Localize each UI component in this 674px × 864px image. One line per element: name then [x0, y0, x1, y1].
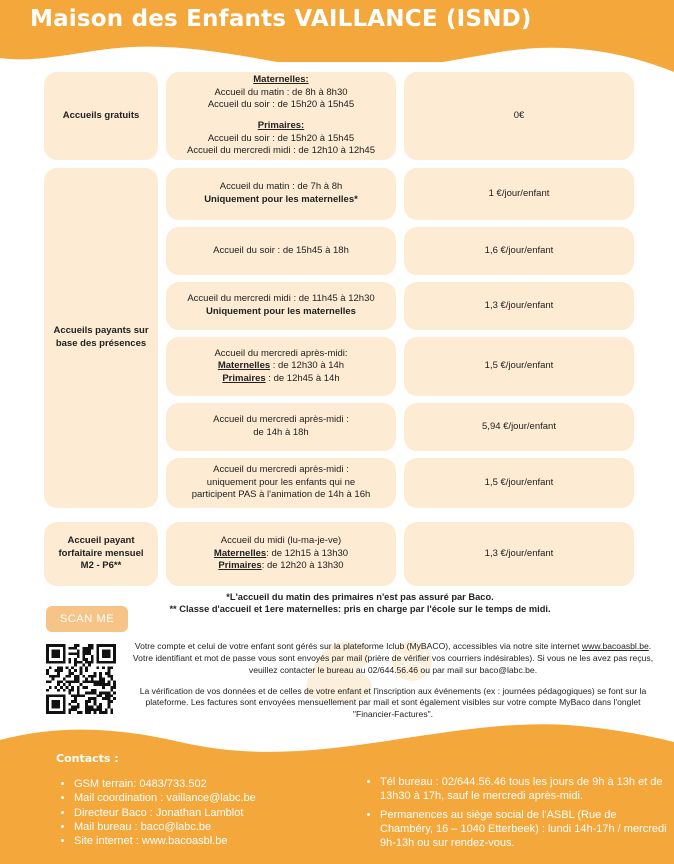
- footnote-1: *L'accueil du matin des primaires n'est pas assuré par Baco.: [226, 592, 494, 602]
- page-title: Maison des Enfants VAILLANCE (ISND): [30, 6, 532, 32]
- group-label: Primaires: [222, 372, 266, 384]
- schedule-cell: [166, 403, 396, 451]
- schedule-cell: [166, 282, 396, 330]
- schedule-cell: [166, 458, 396, 508]
- price-cell: 1,5 €/jour/enfant: [404, 458, 634, 508]
- schedule-cell: [166, 337, 396, 396]
- schedule-cell: [166, 168, 396, 220]
- schedule-line: Accueil du matin : de 8h à 8h30: [214, 86, 348, 98]
- contacts-list: [62, 777, 256, 848]
- website-link[interactable]: www.bacoasbl.be: [581, 641, 649, 651]
- schedule-line: Primaires:: [257, 120, 305, 131]
- group-label: Primaires: [218, 560, 262, 572]
- cell-text: [213, 414, 349, 439]
- schedule-line: Accueil du mercredi après-midi :: [213, 464, 349, 476]
- scan-me-button[interactable]: SCAN ME: [46, 606, 128, 632]
- footnote-2: ** Classe d'accueil et 1ere maternelles: pris en charge par l'école sur le temps de midi.: [169, 604, 551, 615]
- group-label: Maternelles: [217, 360, 271, 372]
- contact-director: • Directeur Baco : Jonathan Lamblot: [74, 806, 256, 820]
- schedule-cell: [166, 227, 396, 275]
- schedule-line: Accueil du mercredi après-midi:: [214, 347, 348, 359]
- contacts-title: Contacts :: [56, 752, 119, 765]
- category-free: Accueils gratuits: [44, 72, 158, 160]
- qr-code-icon[interactable]: [46, 644, 116, 714]
- time-range: : de 12h15 à 13h30: [266, 547, 349, 559]
- schedule-line: [214, 360, 347, 373]
- contact-website[interactable]: • Site internet : www.bacoasbl.be: [74, 834, 256, 848]
- schedule-line: Maternelles:: [253, 74, 309, 86]
- category-paid: Accueils payants sur base des présences: [44, 168, 158, 508]
- schedule-line: Accueil du soir : de 15h45 à 18h: [213, 244, 349, 256]
- info-paragraph-2: La vérification de vos données et de celles de votre enfant et l'inscription aux événements (ex : journées pédagogiques) se font sur la plateforme. Les factures sont envoyées mensuellement par mail et sont également visibles sur votre compte MyBaco dans l'onglet "Financier-Factures".: [139, 685, 647, 720]
- cell-text: [214, 348, 347, 386]
- schedule-line: Uniquement pour les maternelles*: [204, 194, 358, 205]
- schedule-line: Accueil du mercredi midi : de 11h45 à 12h30: [187, 293, 375, 305]
- cell-text: [204, 181, 358, 206]
- info-text: Votre compte et celui de votre enfant sont gérés sur la plateforme Iclub (MyBACO), accessibles via notre site internet: [134, 641, 582, 651]
- cell-text: [214, 535, 348, 573]
- schedule-line: Accueil du soir : de 15h20 à 15h45: [207, 99, 355, 111]
- cell-text: [187, 293, 374, 318]
- contact-gsm: • GSM terrain: 0483/733.502: [74, 777, 256, 791]
- schedule-line: Accueil du mercredi midi : de 12h10 à 12h45: [186, 145, 375, 157]
- category-monthly: Accueil payant forfaitaire mensuel M2 - P6**: [44, 522, 158, 586]
- group-label: Maternelles: [213, 547, 267, 559]
- schedule-line: Uniquement pour les maternelles: [206, 306, 356, 317]
- price-cell: 1,5 €/jour/enfant: [404, 337, 634, 396]
- office-phone: • Tél bureau : 02/644.56.46 tous les jours de 9h à 13h et de 13h30 à 17h, sauf le mercredi après-midi.: [380, 775, 670, 804]
- line-spacer: [187, 112, 375, 120]
- time-range: : de 12h20 à 13h30: [261, 560, 344, 572]
- schedule-line: [214, 373, 347, 386]
- footnotes: [100, 591, 620, 616]
- office-hours-list: [368, 775, 670, 854]
- schedule-line: Accueil du soir : de 15h20 à 15h45: [207, 132, 355, 144]
- info-text: . Votre identifiant et mot de passe vous sont envoyés par mail (prière de vérifier vos courriers indésirables). Si vous ne les avez pas reçus, veuillez contacter le bureau au 02/644.56.46 ou par mail sur baco@labc.be.: [132, 641, 654, 675]
- schedule-line: participent PAS à l'animation de 14h à 16h: [191, 489, 371, 501]
- info-paragraph-1: [132, 641, 654, 677]
- schedule-line: de 14h à 18h: [253, 427, 309, 438]
- schedule-line: [214, 560, 348, 573]
- time-range: : de 12h30 à 14h: [270, 360, 345, 372]
- cell-text: [192, 464, 371, 502]
- schedule-line: Accueil du midi (lu-ma-je-ve): [220, 535, 342, 547]
- schedule-line: Accueil du mercredi après-midi :: [213, 414, 349, 426]
- office-permanences: • Permanences au siège social de l'ASBL (Rue de Chambéry, 16 – 1040 Etterbeek) : lundi 14h-17h / mercredi 9h-13h ou sur rendez-vous.: [380, 808, 670, 851]
- price-cell: 1,3 €/jour/enfant: [404, 522, 634, 586]
- schedule-cell: [166, 522, 396, 586]
- cell-text: [187, 74, 375, 157]
- price-cell: 0€: [404, 72, 634, 160]
- contact-mail-coordination[interactable]: • Mail coordination : vaillance@labc.be: [74, 791, 256, 805]
- price-cell: 1,3 €/jour/enfant: [404, 282, 634, 330]
- price-cell: 1 €/jour/enfant: [404, 168, 634, 220]
- schedule-cell: [166, 72, 396, 160]
- contact-mail-office[interactable]: • Mail bureau : baco@labc.be: [74, 820, 256, 834]
- time-range: : de 12h45 à 14h: [265, 372, 340, 384]
- schedule-line: Accueil du matin : de 7h à 8h: [219, 181, 343, 193]
- price-cell: 1,6 €/jour/enfant: [404, 227, 634, 275]
- price-cell: 5,94 €/jour/enfant: [404, 403, 634, 451]
- cell-text: [213, 245, 349, 258]
- schedule-line: [214, 548, 348, 561]
- schedule-line: uniquement pour les enfants qui ne: [206, 476, 356, 488]
